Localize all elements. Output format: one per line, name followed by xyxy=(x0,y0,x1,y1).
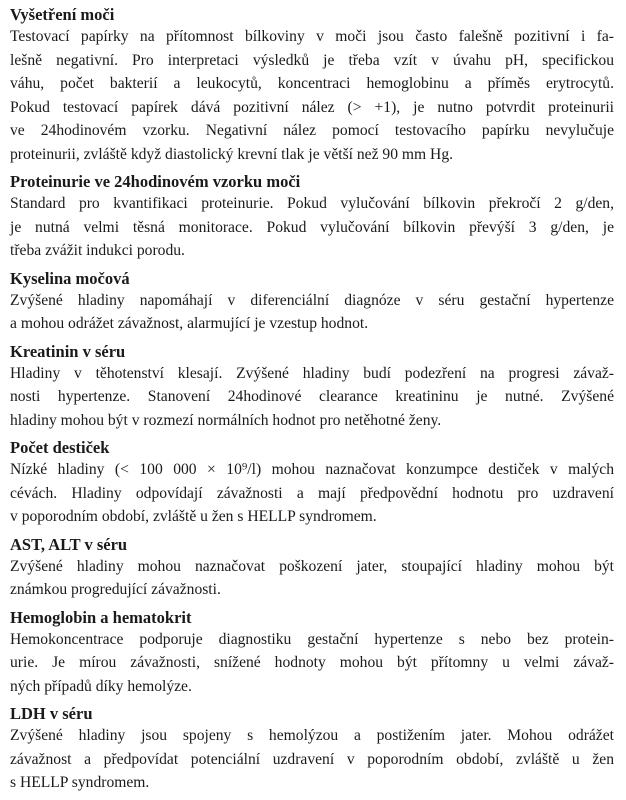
section-title: Hemoglobin a hematokrit xyxy=(10,607,192,627)
section-proteinuria-24h xyxy=(10,171,614,263)
document-page xyxy=(10,4,614,795)
text-line: Zvýšené hladiny jsou spojeny s hemolýzou a postižením jater. Mohou odrážet xyxy=(10,727,614,744)
text-line: váhu, počet bakterií a leukocytů, koncentraci hemoglobinu a příměs erytrocytů. xyxy=(10,75,614,92)
section-title: Kyselina močová xyxy=(10,268,130,288)
section-text xyxy=(10,192,614,263)
section-uric-acid xyxy=(10,268,614,336)
section-title: Počet destiček xyxy=(10,438,110,457)
section-title: Vyšetření moči xyxy=(10,5,115,24)
text-line: nosti hypertenze. Stanovení 24hodinové clearance kreatininu je nutné. Zvýšené xyxy=(10,388,614,405)
text-line: ných případů díky hemolýze. xyxy=(10,677,192,695)
section-urinalysis xyxy=(10,4,614,166)
text-line: Testovací papírky na přítomnost bílkoviny v moči jsou často falešně pozitivní i fa- xyxy=(10,28,614,45)
text-line: Pokud testovací papírek dává pozitivní nález (> +1), je nutno potvrdit proteinurii xyxy=(10,98,614,116)
section-title: AST, ALT v séru xyxy=(10,534,128,554)
text-line: Hemokoncentrace podporuje diagnostiku gestační hypertenze s nebo bez protein- xyxy=(10,630,614,648)
text-line: Zvýšené hladiny napomáhají v diferenciální diagnóze v séru gestační hypertenze xyxy=(10,291,614,309)
text-line: třeba zvážit indukci porodu. xyxy=(10,242,185,259)
section-text xyxy=(10,628,614,699)
text-line: urie. Je mírou závažnosti, snížené hodnoty mohou být přítomny u velmi závaž- xyxy=(10,654,614,671)
text-line: známkou progredující závažnosti. xyxy=(10,581,221,598)
section-text xyxy=(10,458,614,529)
section-serum-creatinine xyxy=(10,341,614,433)
text-line: proteinurii, zvláště když diastolický krevní tlak je větší než 90 mm Hg. xyxy=(10,145,454,163)
section-platelet-count xyxy=(10,437,614,529)
text-line: s HELLP syndromem. xyxy=(10,774,150,791)
text-line: cévách. Hladiny odpovídají závažnosti a mají předpovědní hodnotu pro uzdravení xyxy=(10,484,614,502)
text-line: Zvýšené hladiny mohou naznačovat poškození jater, stoupající hladiny mohou být xyxy=(10,557,614,575)
text-line: závažnost a předpovídat potenciální uzdravení v poporodním období, zvláště u žen xyxy=(10,750,614,768)
text-line: Nízké hladiny (< 100 000 × 10⁹/l) mohou naznačovat konzumpce destiček v malých xyxy=(10,461,614,478)
text-line: hladiny mohou být v rozmezí normálních hodnot pro netěhotné ženy. xyxy=(10,411,442,429)
text-line: lešně negativní. Pro interpretaci výsledků je třeba vzít v úvahu pH, specifickou xyxy=(10,51,614,69)
section-text xyxy=(10,555,614,602)
text-line: Standard pro kvantifikaci proteinurie. Pokud vylučování bílkovin překročí 2 g/den, xyxy=(10,195,614,212)
section-title: Proteinurie ve 24hodinovém vzorku moči xyxy=(10,172,301,191)
text-line: v poporodním období, zvláště u žen s HELLP syndromem. xyxy=(10,508,377,525)
section-text xyxy=(10,289,614,336)
section-text xyxy=(10,25,614,166)
text-line: a mohou odrážet závažnost, alarmující je vzestup hodnot. xyxy=(10,315,369,332)
text-line: je nutná velmi těsná monitorace. Pokud vylučování bílkovin převýší 3 g/den, je xyxy=(10,218,614,236)
section-serum-ldh xyxy=(10,703,614,795)
section-text xyxy=(10,724,614,795)
section-ast-alt xyxy=(10,534,614,602)
section-hemoglobin-hematocrit xyxy=(10,607,614,699)
text-line: ve 24hodinovém vzorku. Negativní nález pomocí testovacího papírku nevylučuje xyxy=(10,122,614,139)
section-title: LDH v séru xyxy=(10,704,93,723)
text-line: Hladiny v těhotenství klesají. Zvýšené hladiny budí podezření na progresi závaž- xyxy=(10,364,614,382)
section-title: Kreatinin v séru xyxy=(10,341,126,361)
section-text xyxy=(10,362,614,433)
